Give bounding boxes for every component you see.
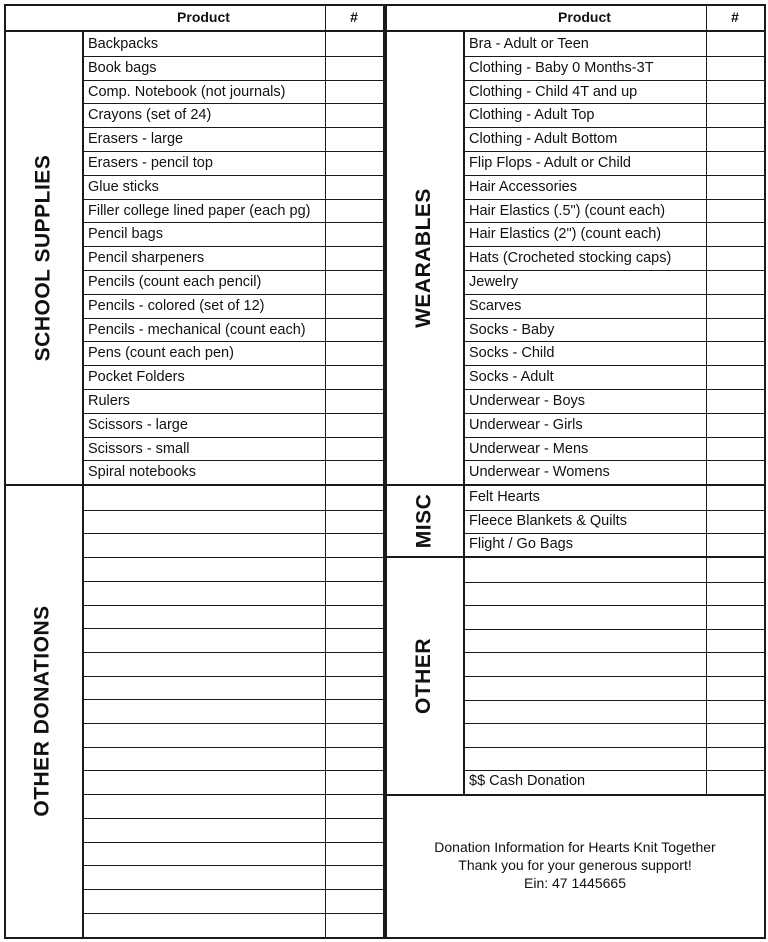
product-row: Crayons (set of 24) — [88, 107, 212, 123]
count-field[interactable] — [707, 533, 764, 556]
row-line — [463, 413, 765, 414]
count-field[interactable] — [707, 365, 764, 389]
blank-product-field[interactable] — [465, 747, 705, 770]
count-field[interactable] — [707, 175, 764, 199]
count-field[interactable] — [326, 460, 383, 484]
blank-product-field[interactable] — [84, 865, 324, 888]
count-field[interactable] — [326, 341, 383, 365]
product-row: Comp. Notebook (not journals) — [88, 84, 286, 100]
count-field[interactable] — [707, 629, 764, 652]
product-row: Pencil bags — [88, 226, 163, 242]
blank-product-field[interactable] — [84, 486, 324, 509]
count-field[interactable] — [326, 294, 383, 318]
product-row: Spiral notebooks — [88, 464, 197, 480]
row-line — [82, 913, 384, 914]
count-field[interactable] — [707, 486, 764, 509]
count-field[interactable] — [326, 270, 383, 294]
count-field[interactable] — [707, 222, 764, 246]
blank-product-field[interactable] — [84, 794, 324, 817]
product-row: Scissors - large — [88, 417, 188, 433]
row-line — [82, 865, 384, 866]
blank-product-field[interactable] — [84, 581, 324, 604]
row-line — [463, 270, 765, 271]
blank-product-field[interactable] — [84, 747, 324, 770]
row-line — [463, 676, 765, 677]
count-field[interactable] — [707, 582, 764, 605]
blank-product-field[interactable] — [465, 605, 705, 628]
count-field[interactable] — [326, 389, 383, 413]
product-row: Socks - Child — [469, 345, 555, 361]
frame-left — [4, 4, 6, 938]
product-row: Clothing - Baby 0 Months-3T — [469, 60, 654, 76]
row-line — [463, 700, 765, 701]
footer-line-1: Donation Information for Hearts Knit Together — [434, 839, 716, 855]
row-line — [463, 770, 765, 771]
count-field[interactable] — [707, 246, 764, 270]
product-row: Scissors - small — [88, 441, 190, 457]
product-row: Bra - Adult or Teen — [469, 36, 589, 52]
count-field[interactable] — [707, 199, 764, 223]
count-field[interactable] — [707, 103, 764, 127]
row-line — [82, 557, 384, 558]
count-field[interactable] — [707, 318, 764, 342]
count-field[interactable] — [326, 794, 383, 817]
row-line — [82, 628, 384, 629]
row-line — [82, 389, 384, 390]
count-field[interactable] — [707, 558, 764, 581]
frame-right — [764, 4, 766, 938]
product-row: Pencil sharpeners — [88, 250, 205, 266]
product-row: Erasers - large — [88, 131, 184, 147]
blank-product-field[interactable] — [84, 652, 324, 675]
product-row: Clothing - Adult Bottom — [469, 131, 618, 147]
product-row: Pencils - colored (set of 12) — [88, 298, 265, 314]
row-line — [463, 437, 765, 438]
row-line — [82, 175, 384, 176]
product-row: Socks - Adult — [469, 369, 554, 385]
footer-line-2: Thank you for your generous support! — [458, 857, 692, 873]
cash-donation-row: $$ Cash Donation — [469, 773, 586, 789]
count-field[interactable] — [707, 341, 764, 365]
row-line — [463, 199, 765, 200]
row-line — [82, 413, 384, 414]
count-field[interactable] — [707, 127, 764, 151]
product-row: Underwear - Boys — [469, 393, 586, 409]
count-field[interactable] — [707, 460, 764, 484]
product-row: Glue sticks — [88, 179, 159, 195]
count-field[interactable] — [326, 652, 383, 675]
count-field[interactable] — [326, 318, 383, 342]
row-line — [463, 318, 765, 319]
count-field[interactable] — [326, 222, 383, 246]
count-field[interactable] — [326, 889, 383, 912]
row-line — [82, 294, 384, 295]
count-field[interactable] — [707, 676, 764, 699]
row-line — [463, 510, 765, 511]
count-field[interactable] — [326, 913, 383, 936]
count-field[interactable] — [326, 199, 383, 223]
row-line — [463, 629, 765, 630]
school-supplies-label: SCHOOL SUPPLIES — [31, 154, 54, 362]
row-line — [82, 699, 384, 700]
left-product-header: Product — [177, 9, 230, 25]
count-field[interactable] — [326, 80, 383, 104]
blank-product-field[interactable] — [465, 582, 705, 605]
blank-product-field[interactable] — [84, 770, 324, 793]
count-field[interactable] — [326, 151, 383, 175]
row-line — [463, 605, 765, 606]
right-product-header: Product — [558, 9, 611, 25]
count-field[interactable] — [326, 175, 383, 199]
row-line — [82, 341, 384, 342]
product-row: Pens (count each pen) — [88, 345, 234, 361]
product-row: Underwear - Womens — [469, 464, 610, 480]
row-line — [82, 437, 384, 438]
product-row: Hair Elastics (2") (count each) — [469, 226, 662, 242]
count-field[interactable] — [707, 652, 764, 675]
product-row: Pencils - mechanical (count each) — [88, 322, 306, 338]
product-row: Hats (Crocheted stocking caps) — [469, 250, 672, 266]
row-line — [82, 270, 384, 271]
count-field[interactable] — [326, 127, 383, 151]
count-field[interactable] — [707, 723, 764, 746]
row-line — [82, 510, 384, 511]
row-line — [463, 246, 765, 247]
row-line — [82, 842, 384, 843]
frame-bottom — [4, 937, 385, 939]
footer-line-3: Ein: 47 1445665 — [524, 875, 626, 891]
product-row: Socks - Baby — [469, 322, 555, 338]
product-row: Hair Elastics (.5") (count each) — [469, 203, 666, 219]
row-line — [463, 365, 765, 366]
section-divider — [385, 794, 765, 796]
product-row: Hair Accessories — [469, 179, 577, 195]
row-line — [463, 533, 765, 534]
count-field[interactable] — [326, 413, 383, 437]
row-line — [463, 582, 765, 583]
product-row: Clothing - Adult Top — [469, 107, 595, 123]
row-line — [463, 389, 765, 390]
count-field[interactable] — [326, 842, 383, 865]
right-count-header: # — [731, 9, 739, 25]
blank-product-field[interactable] — [84, 605, 324, 628]
count-field[interactable] — [707, 770, 764, 793]
blank-product-field[interactable] — [465, 676, 705, 699]
blank-product-field[interactable] — [465, 723, 705, 746]
count-field[interactable] — [326, 628, 383, 651]
row-line — [463, 747, 765, 748]
row-line — [82, 365, 384, 366]
row-line — [463, 56, 765, 57]
blank-product-field[interactable] — [84, 557, 324, 580]
count-field[interactable] — [707, 700, 764, 723]
blank-product-field[interactable] — [84, 676, 324, 699]
row-line — [82, 818, 384, 819]
product-row: Erasers - pencil top — [88, 155, 213, 171]
count-field[interactable] — [326, 723, 383, 746]
product-row: Pocket Folders — [88, 369, 185, 385]
blank-product-field[interactable] — [84, 913, 324, 936]
count-field[interactable] — [707, 510, 764, 533]
row-line — [82, 56, 384, 57]
misc-label: MISC — [412, 493, 435, 549]
row-line — [82, 151, 384, 152]
count-field[interactable] — [707, 151, 764, 175]
count-field[interactable] — [326, 818, 383, 841]
count-field[interactable] — [326, 56, 383, 80]
count-field[interactable] — [707, 747, 764, 770]
count-field[interactable] — [326, 699, 383, 722]
blank-product-field[interactable] — [84, 628, 324, 651]
row-line — [82, 460, 384, 461]
frame-left — [385, 4, 387, 938]
other-donations-label: OTHER DONATIONS — [31, 605, 54, 817]
count-field[interactable] — [326, 437, 383, 461]
count-field[interactable] — [326, 32, 383, 56]
row-line — [82, 676, 384, 677]
count-field[interactable] — [326, 747, 383, 770]
count-field[interactable] — [707, 413, 764, 437]
count-field[interactable] — [326, 676, 383, 699]
blank-product-field[interactable] — [84, 723, 324, 746]
row-line — [463, 151, 765, 152]
count-field[interactable] — [707, 56, 764, 80]
row-line — [463, 103, 765, 104]
wearables-label: WEARABLES — [412, 188, 435, 328]
row-line — [463, 127, 765, 128]
row-line — [82, 222, 384, 223]
row-line — [463, 341, 765, 342]
count-field[interactable] — [707, 32, 764, 56]
row-line — [463, 460, 765, 461]
other-label: OTHER — [412, 638, 435, 714]
product-row: Filler college lined paper (each pg) — [88, 203, 311, 219]
frame-bottom — [385, 937, 766, 939]
row-line — [463, 222, 765, 223]
count-field[interactable] — [326, 865, 383, 888]
row-line — [82, 747, 384, 748]
row-line — [463, 80, 765, 81]
row-line — [82, 581, 384, 582]
row-line — [463, 652, 765, 653]
count-field[interactable] — [326, 557, 383, 580]
count-field[interactable] — [707, 389, 764, 413]
count-field[interactable] — [707, 605, 764, 628]
product-row: Book bags — [88, 60, 157, 76]
row-line — [82, 246, 384, 247]
product-row: Fleece Blankets & Quilts — [469, 513, 627, 529]
row-line — [82, 199, 384, 200]
row-line — [82, 652, 384, 653]
blank-product-field[interactable] — [84, 889, 324, 912]
row-line — [463, 723, 765, 724]
count-field[interactable] — [326, 365, 383, 389]
row-line — [82, 770, 384, 771]
count-field[interactable] — [707, 80, 764, 104]
row-line — [82, 80, 384, 81]
row-line — [82, 889, 384, 890]
product-row: Clothing - Child 4T and up — [469, 84, 638, 100]
product-row: Felt Hearts — [469, 489, 540, 505]
blank-product-field[interactable] — [84, 699, 324, 722]
blank-product-field[interactable] — [465, 629, 705, 652]
count-field[interactable] — [326, 246, 383, 270]
product-row: Rulers — [88, 393, 130, 409]
product-row: Flip Flops - Adult or Child — [469, 155, 631, 171]
count-field[interactable] — [326, 103, 383, 127]
product-row: Underwear - Girls — [469, 417, 583, 433]
blank-product-field[interactable] — [84, 510, 324, 533]
frame-top — [4, 4, 384, 6]
product-row: Jewelry — [469, 274, 519, 290]
product-row: Backpacks — [88, 36, 159, 52]
product-row: Flight / Go Bags — [469, 536, 573, 552]
count-field[interactable] — [707, 294, 764, 318]
count-field[interactable] — [326, 510, 383, 533]
donation-info — [386, 838, 764, 898]
row-line — [82, 127, 384, 128]
blank-product-field[interactable] — [465, 700, 705, 723]
left-count-header: # — [350, 9, 358, 25]
blank-product-field[interactable] — [465, 558, 705, 581]
blank-product-field[interactable] — [84, 533, 324, 556]
row-line — [82, 794, 384, 795]
row-line — [463, 294, 765, 295]
frame-top — [385, 4, 765, 6]
count-field[interactable] — [326, 581, 383, 604]
count-field[interactable] — [326, 533, 383, 556]
count-field[interactable] — [326, 605, 383, 628]
row-line — [82, 723, 384, 724]
product-row: Underwear - Mens — [469, 441, 589, 457]
blank-product-field[interactable] — [84, 818, 324, 841]
row-line — [82, 605, 384, 606]
product-row: Scarves — [469, 298, 522, 314]
row-line — [463, 175, 765, 176]
count-field[interactable] — [326, 770, 383, 793]
count-field[interactable] — [707, 270, 764, 294]
count-field[interactable] — [707, 437, 764, 461]
blank-product-field[interactable] — [465, 652, 705, 675]
product-row: Pencils (count each pencil) — [88, 274, 262, 290]
row-line — [82, 533, 384, 534]
row-line — [82, 318, 384, 319]
count-field[interactable] — [326, 486, 383, 509]
blank-product-field[interactable] — [84, 842, 324, 865]
row-line — [82, 103, 384, 104]
